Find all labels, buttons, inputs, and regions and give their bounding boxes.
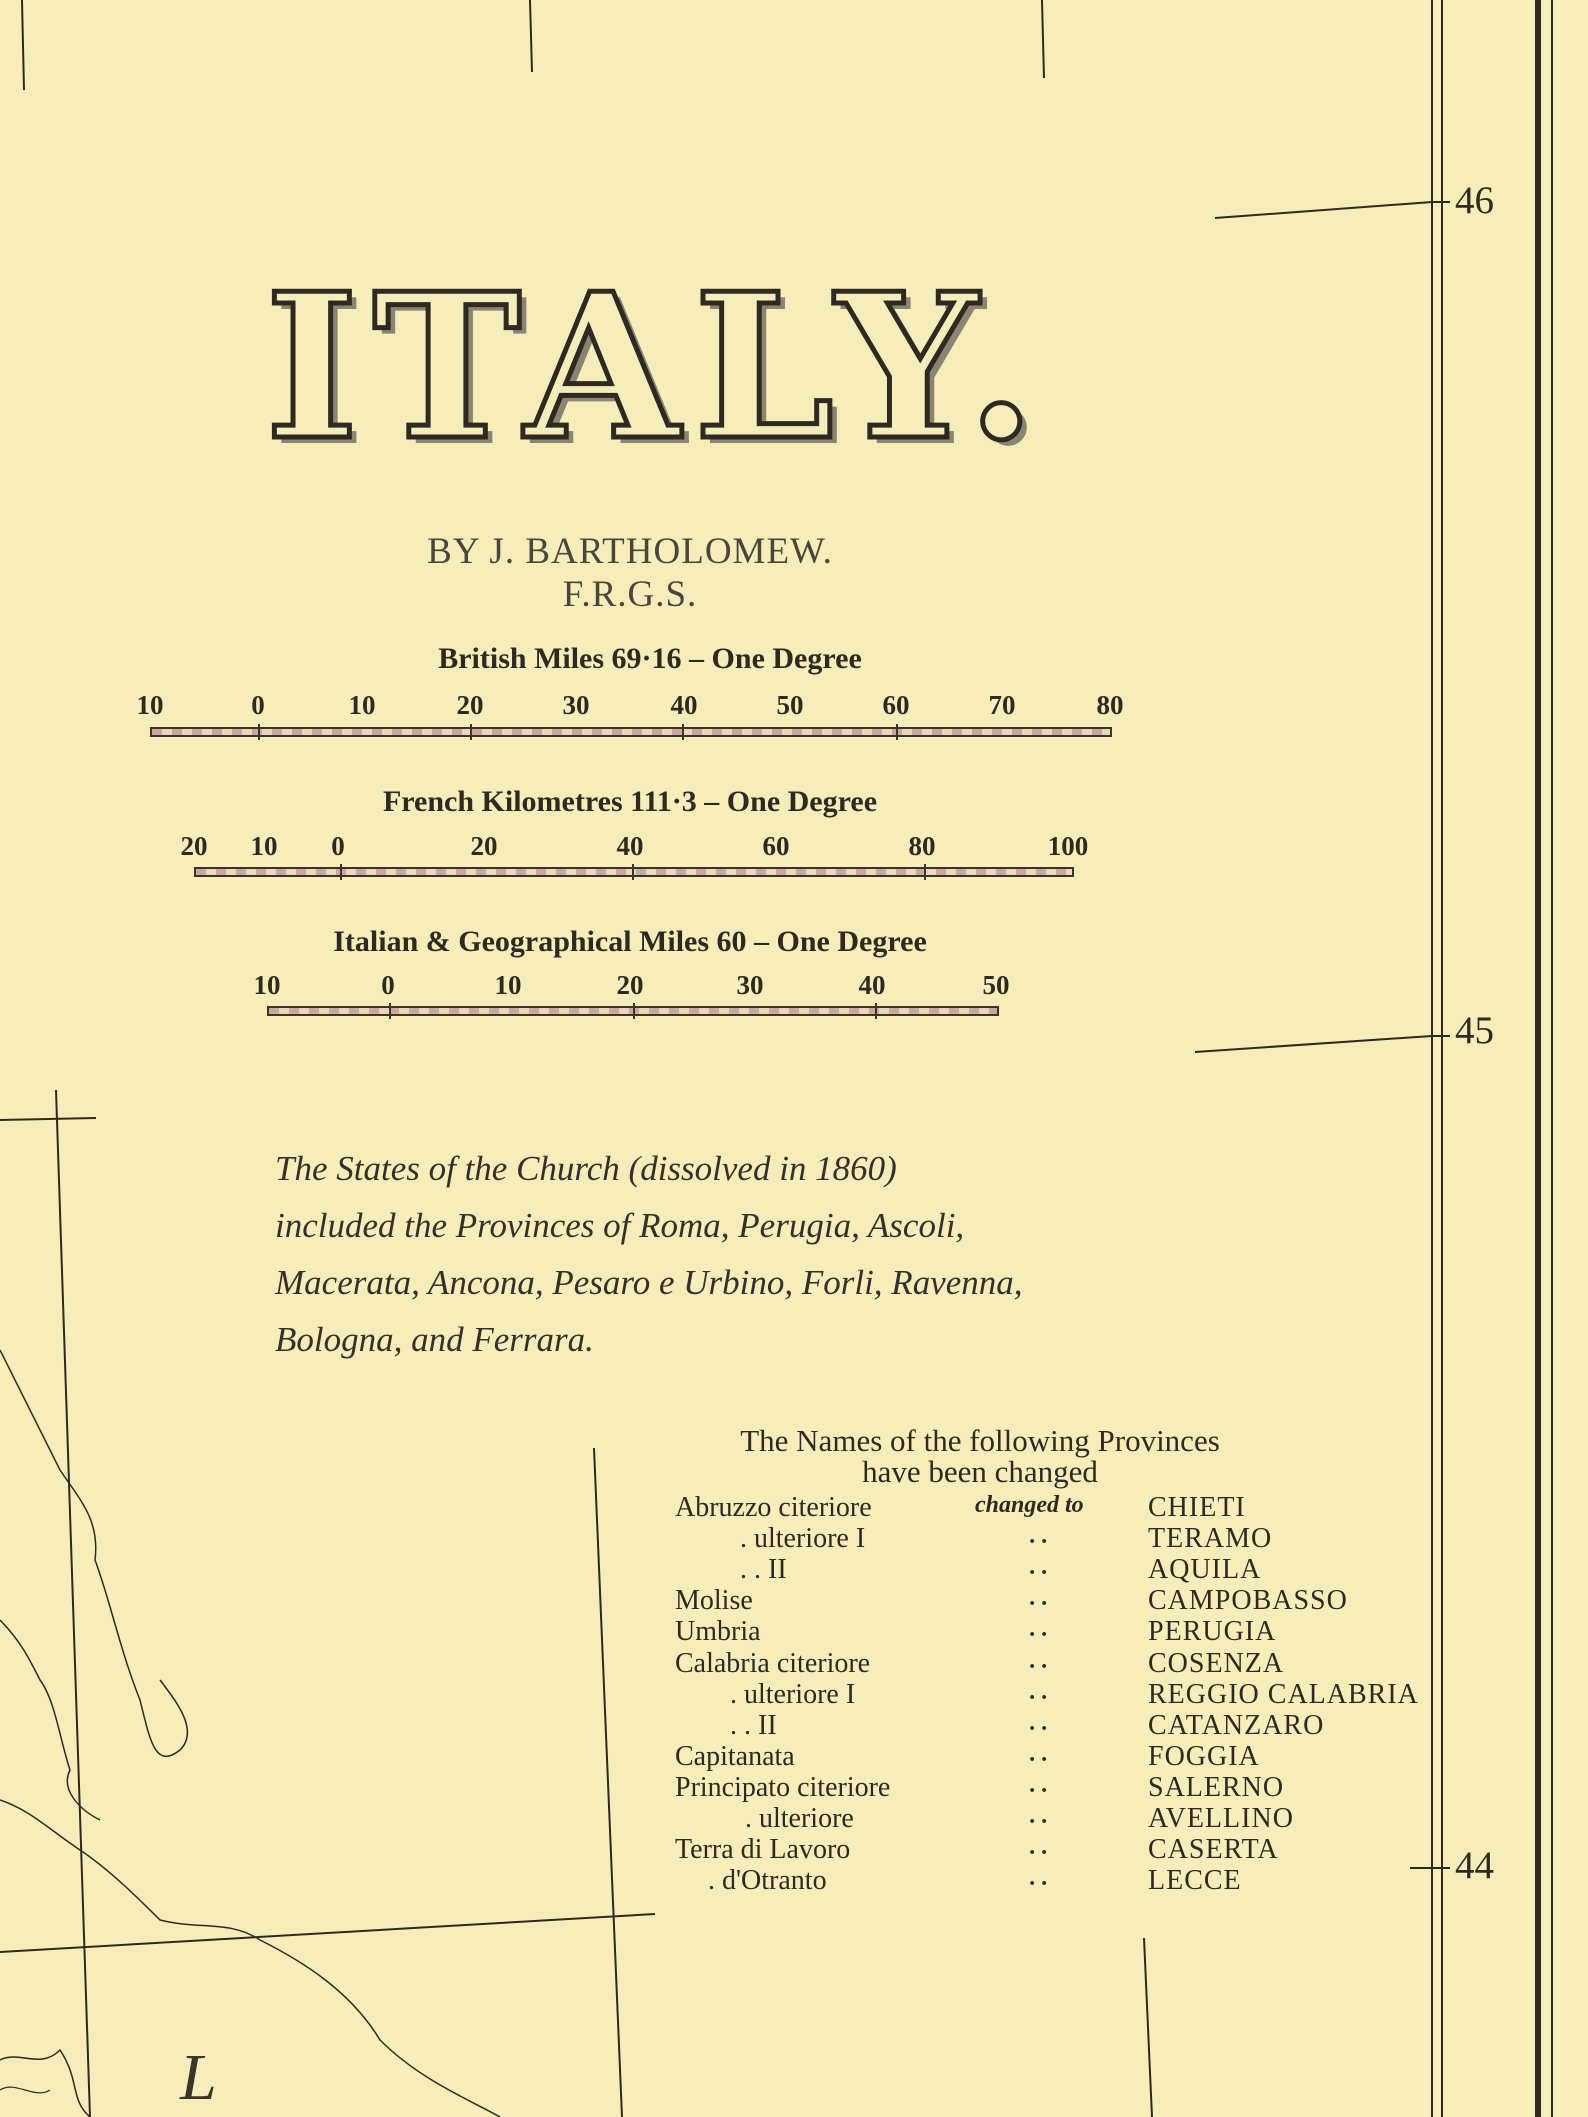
province-changes-heading: The Names of the following Provinces have been changed (740, 1423, 1220, 1489)
scale-title: Italian & Geographical Miles 60 – One Degree (333, 925, 927, 958)
scale-tick: 10 (348, 690, 376, 720)
table-row: . . II . . CATANZARO (730, 1710, 1325, 1741)
scale-tick: 10 (253, 970, 281, 1000)
note-line: included the Provinces of Roma, Perugia, Ascoli, (275, 1206, 965, 1245)
latitude-label-44: 44 (1455, 1844, 1494, 1887)
scale-tick: 40 (670, 690, 698, 720)
scale-tick: 30 (562, 690, 590, 720)
scale-tick: 10 (494, 970, 522, 1000)
scale-tick: 80 (908, 831, 936, 861)
scale-bar (267, 1006, 999, 1016)
scale-tick: 0 (331, 831, 345, 861)
map-place-letter: L (180, 2041, 217, 2114)
scale-tick: 0 (251, 690, 265, 720)
scale-tick: 30 (736, 970, 764, 1000)
scale-tick: 20 (456, 690, 484, 720)
scale-tick: 80 (1096, 690, 1124, 720)
scale-tick: 10 (250, 831, 278, 861)
map-title: ITALY. (265, 250, 1051, 485)
table-row: . d'Otranto . . LECCE (708, 1865, 1242, 1896)
table-row: Principato citeriore . . SALERNO (675, 1772, 1285, 1803)
scale-bar (194, 867, 1074, 877)
table-row: Capitanata . . FOGGIA (675, 1741, 1260, 1772)
map-author: BY J. BARTHOLOMEW. F.R.G.S. (427, 531, 833, 615)
states-of-church-note (275, 1140, 1035, 1368)
note-line: Bologna, and Ferrara. (275, 1320, 594, 1359)
latitude-label-46: 46 (1455, 179, 1494, 222)
table-row: . . II . . AQUILA (740, 1554, 1262, 1585)
scale-tick: 70 (988, 690, 1016, 720)
scale-bar (150, 727, 1112, 737)
scale-tick: 0 (381, 970, 395, 1000)
latitude-line-45 (1195, 1036, 1432, 1052)
table-row: . ulteriore I . . TERAMO (740, 1523, 1273, 1554)
scale-tick: 60 (882, 690, 910, 720)
table-row: Umbria . . PERUGIA (675, 1616, 1277, 1647)
table-row: . ulteriore I . . REGGIO CALABRIA (730, 1679, 1419, 1710)
latitude-label-45: 45 (1455, 1009, 1494, 1052)
scale-title: French Kilometres 111·3 – One Degree (382, 785, 878, 818)
table-row: . ulteriore . . AVELLINO (745, 1803, 1294, 1834)
scale-tick: 20 (470, 831, 498, 861)
note-line: The States of the Church (dissolved in 1860) (275, 1149, 897, 1188)
scale-tick: 20 (616, 970, 644, 1000)
scale-tick: 20 (180, 831, 208, 861)
scale-title: British Miles 69·16 – One Degree (438, 642, 862, 675)
scale-tick: 50 (982, 970, 1010, 1000)
table-row: Abruzzo citeriore changed to CHIETI (675, 1492, 1246, 1523)
note-line: Macerata, Ancona, Pesaro e Urbino, Forli, Ravenna, (275, 1263, 1023, 1302)
scale-tick: 40 (858, 970, 886, 1000)
scale-tick: 10 (136, 690, 164, 720)
table-row: Molise . . CAMPOBASSO (675, 1585, 1348, 1616)
scale-tick: 40 (616, 831, 644, 861)
scale-tick: 50 (776, 690, 804, 720)
table-row: Calabria citeriore . . COSENZA (675, 1648, 1285, 1679)
latitude-line-46 (1215, 202, 1432, 218)
scale-tick: 100 (1047, 831, 1089, 861)
scale-tick: 60 (762, 831, 790, 861)
table-row: Terra di Lavoro . . CASERTA (675, 1834, 1279, 1865)
